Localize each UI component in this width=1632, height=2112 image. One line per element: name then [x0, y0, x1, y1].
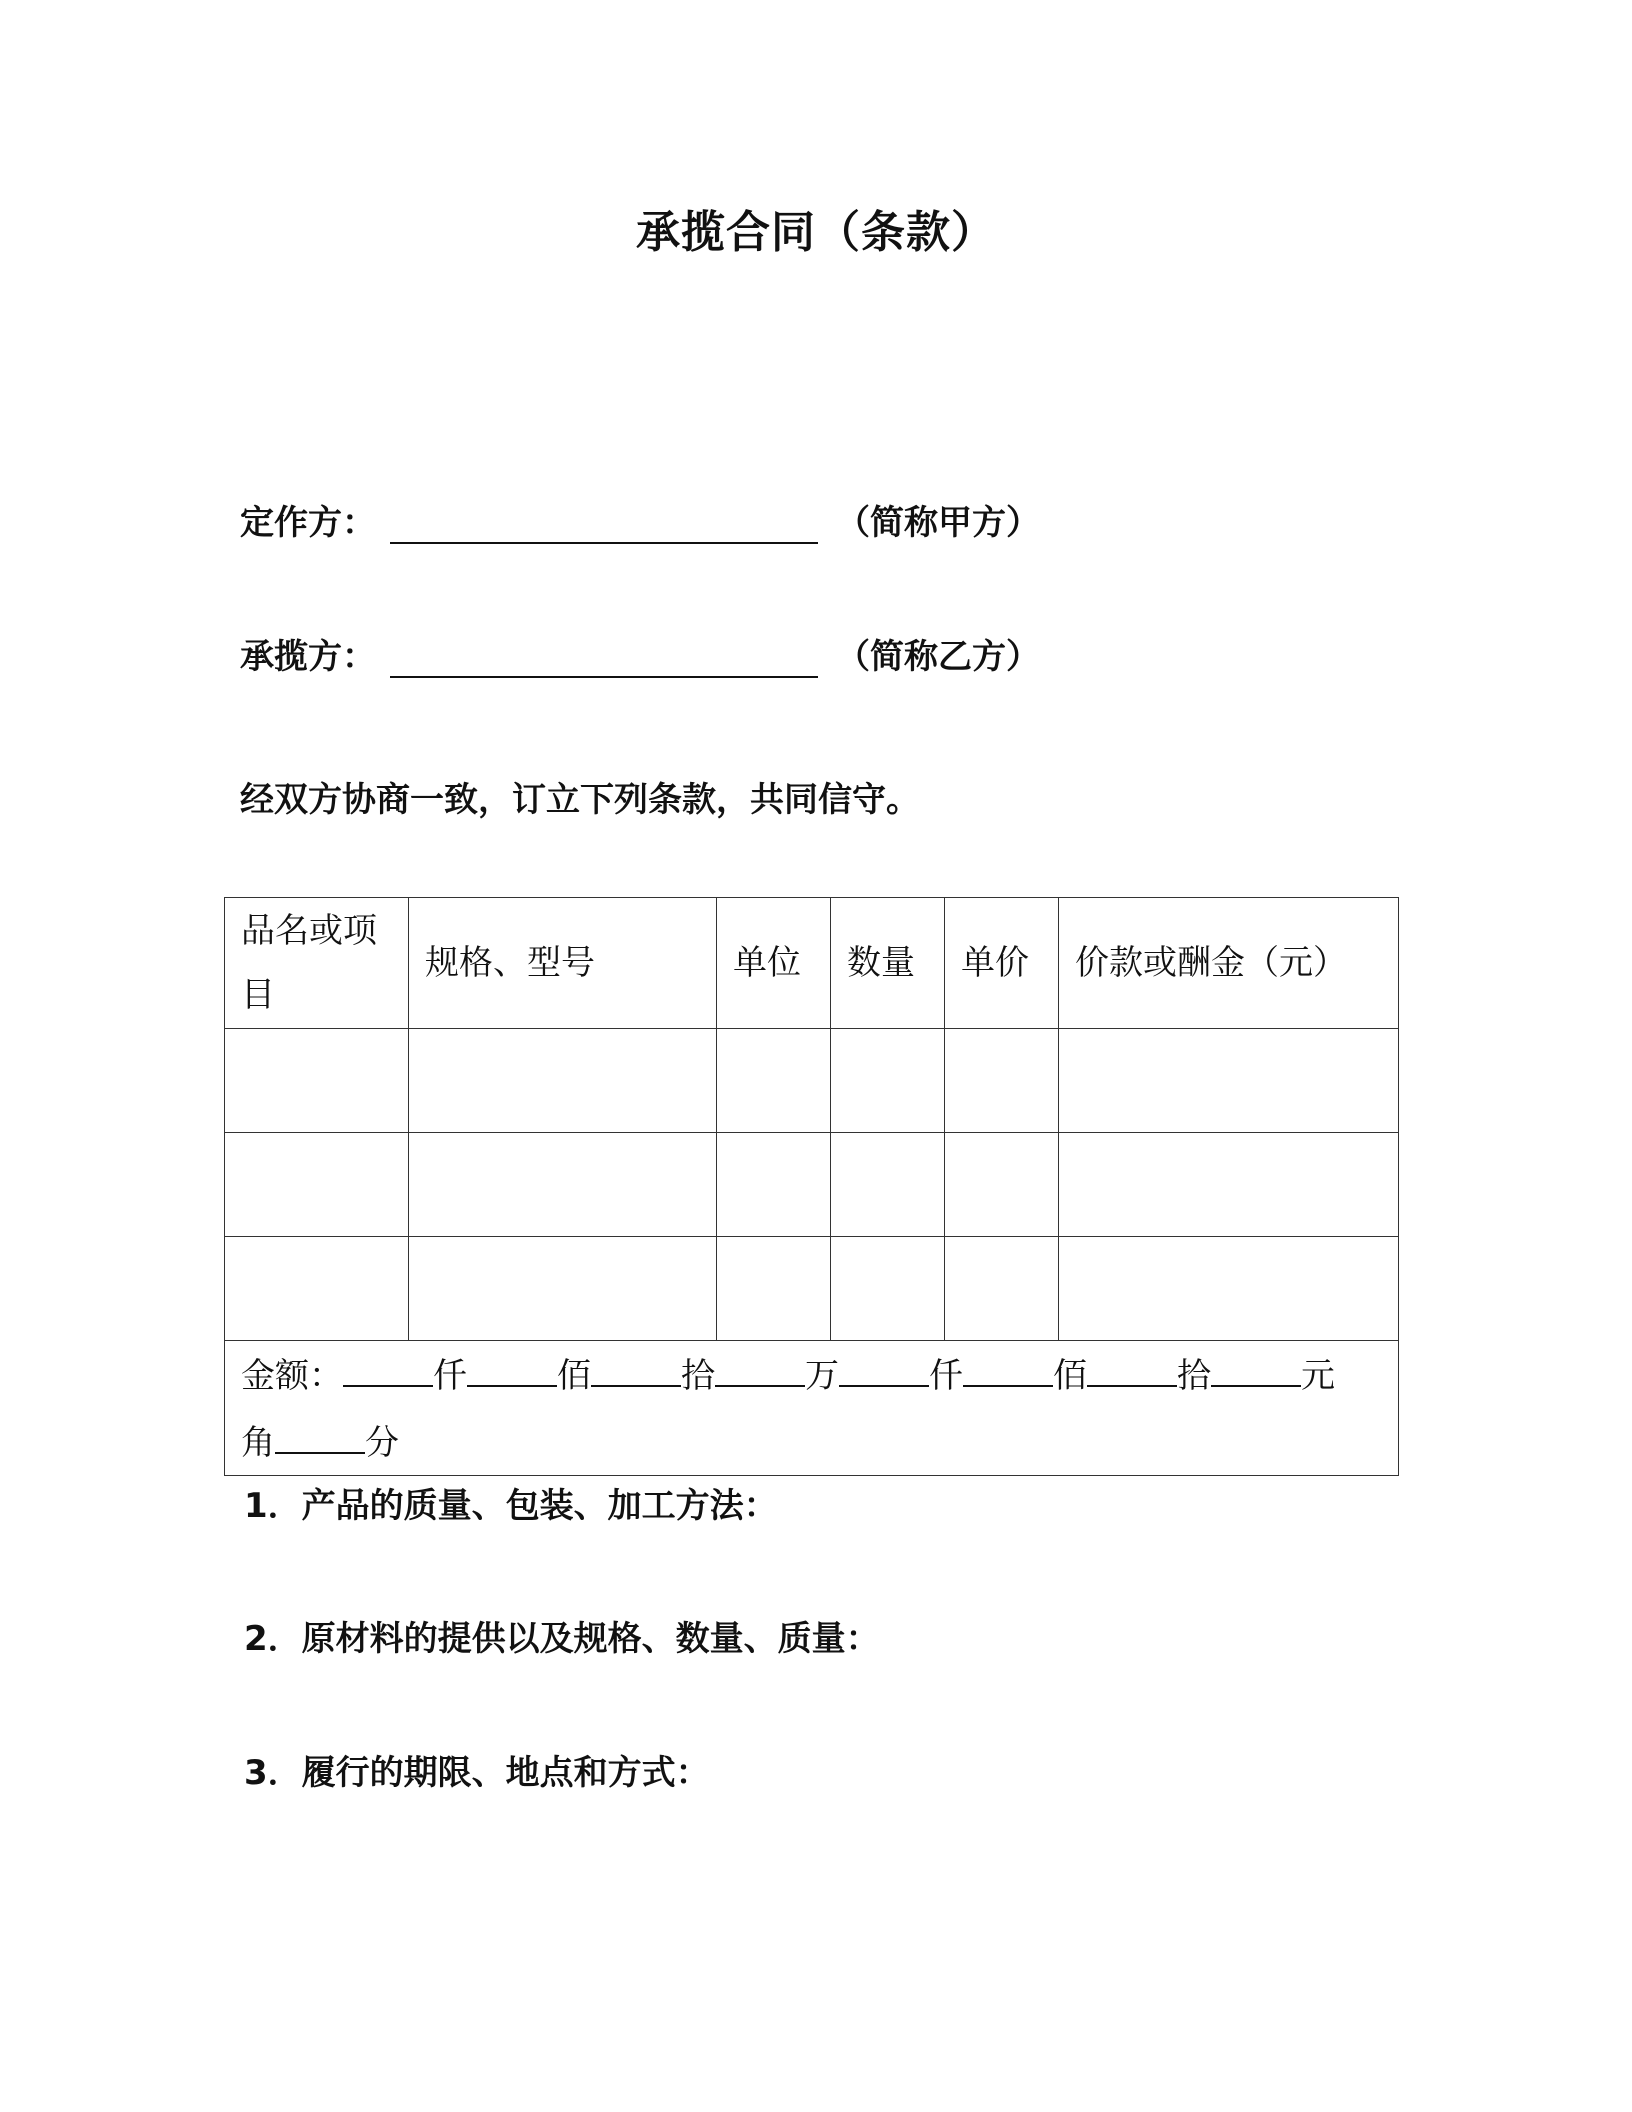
table-cell[interactable] — [717, 1133, 831, 1237]
amount-blank[interactable] — [715, 1341, 805, 1387]
table-row — [225, 1237, 1399, 1341]
amount-unit: 拾 — [681, 1356, 715, 1396]
table-cell[interactable] — [409, 1133, 717, 1237]
amount-blank[interactable] — [1087, 1341, 1177, 1387]
header-spec: 规格、型号 — [409, 898, 717, 1029]
amount-blank[interactable] — [1211, 1341, 1301, 1387]
table-cell[interactable] — [225, 1029, 409, 1133]
amount-unit: 仟 — [929, 1356, 963, 1396]
table-cell[interactable] — [225, 1237, 409, 1341]
clause-3: 3．履行的期限、地点和方式： — [244, 1753, 710, 1793]
table-header-row — [225, 898, 1399, 1029]
amount-blank[interactable] — [275, 1408, 365, 1454]
contractor-blank[interactable] — [390, 636, 818, 678]
table-cell[interactable] — [409, 1029, 717, 1133]
amount-unit: 元 — [1301, 1356, 1335, 1396]
amount-blank[interactable] — [839, 1341, 929, 1387]
amount-label: 金额： — [241, 1356, 343, 1396]
amount-unit: 佰 — [1053, 1356, 1087, 1396]
table-cell[interactable] — [945, 1133, 1059, 1237]
table-cell[interactable] — [409, 1237, 717, 1341]
table-row — [225, 1029, 1399, 1133]
clause-1: 1．产品的质量、包装、加工方法： — [244, 1486, 778, 1526]
amount-unit: 万 — [805, 1356, 839, 1396]
contractor-suffix: （简称乙方） — [836, 637, 1040, 677]
amount-unit: 仟 — [433, 1356, 467, 1396]
document-title: 承揽合同（条款） — [636, 207, 996, 258]
table-cell[interactable] — [717, 1237, 831, 1341]
amount-blank[interactable] — [963, 1341, 1053, 1387]
table-cell[interactable] — [945, 1029, 1059, 1133]
clause-2: 2．原材料的提供以及规格、数量、质量： — [244, 1619, 880, 1659]
table-cell[interactable] — [1059, 1237, 1399, 1341]
table-cell[interactable] — [831, 1029, 945, 1133]
orderer-label: 定作方： — [240, 503, 376, 543]
contractor-line — [240, 622, 1040, 678]
header-quantity: 数量 — [831, 898, 945, 1029]
amount-unit: 佰 — [557, 1356, 591, 1396]
orderer-blank[interactable] — [390, 502, 818, 544]
table-cell[interactable] — [1059, 1133, 1399, 1237]
header-unit-price: 单价 — [945, 898, 1059, 1029]
amount-blank[interactable] — [467, 1341, 557, 1387]
header-total: 价款或酬金（元） — [1059, 898, 1399, 1029]
table-cell[interactable] — [717, 1029, 831, 1133]
orderer-line — [240, 488, 1040, 544]
table-cell[interactable] — [225, 1133, 409, 1237]
amount-blank[interactable] — [343, 1341, 433, 1387]
header-item: 品名或项目 — [225, 898, 409, 1029]
orderer-suffix: （简称甲方） — [836, 503, 1040, 543]
table-cell[interactable] — [831, 1237, 945, 1341]
header-unit: 单位 — [717, 898, 831, 1029]
contractor-label: 承揽方： — [240, 637, 376, 677]
table-cell[interactable] — [1059, 1029, 1399, 1133]
items-table — [224, 897, 1399, 1476]
table-row — [225, 1133, 1399, 1237]
amount-row — [225, 1341, 1399, 1476]
table-cell[interactable] — [945, 1237, 1059, 1341]
table-cell[interactable] — [831, 1133, 945, 1237]
amount-unit: 分 — [365, 1423, 399, 1463]
intro-text: 经双方协商一致，订立下列条款，共同信守。 — [240, 780, 920, 820]
amount-cell — [225, 1341, 1399, 1476]
amount-unit: 角 — [241, 1423, 275, 1463]
amount-unit: 拾 — [1177, 1356, 1211, 1396]
amount-blank[interactable] — [591, 1341, 681, 1387]
